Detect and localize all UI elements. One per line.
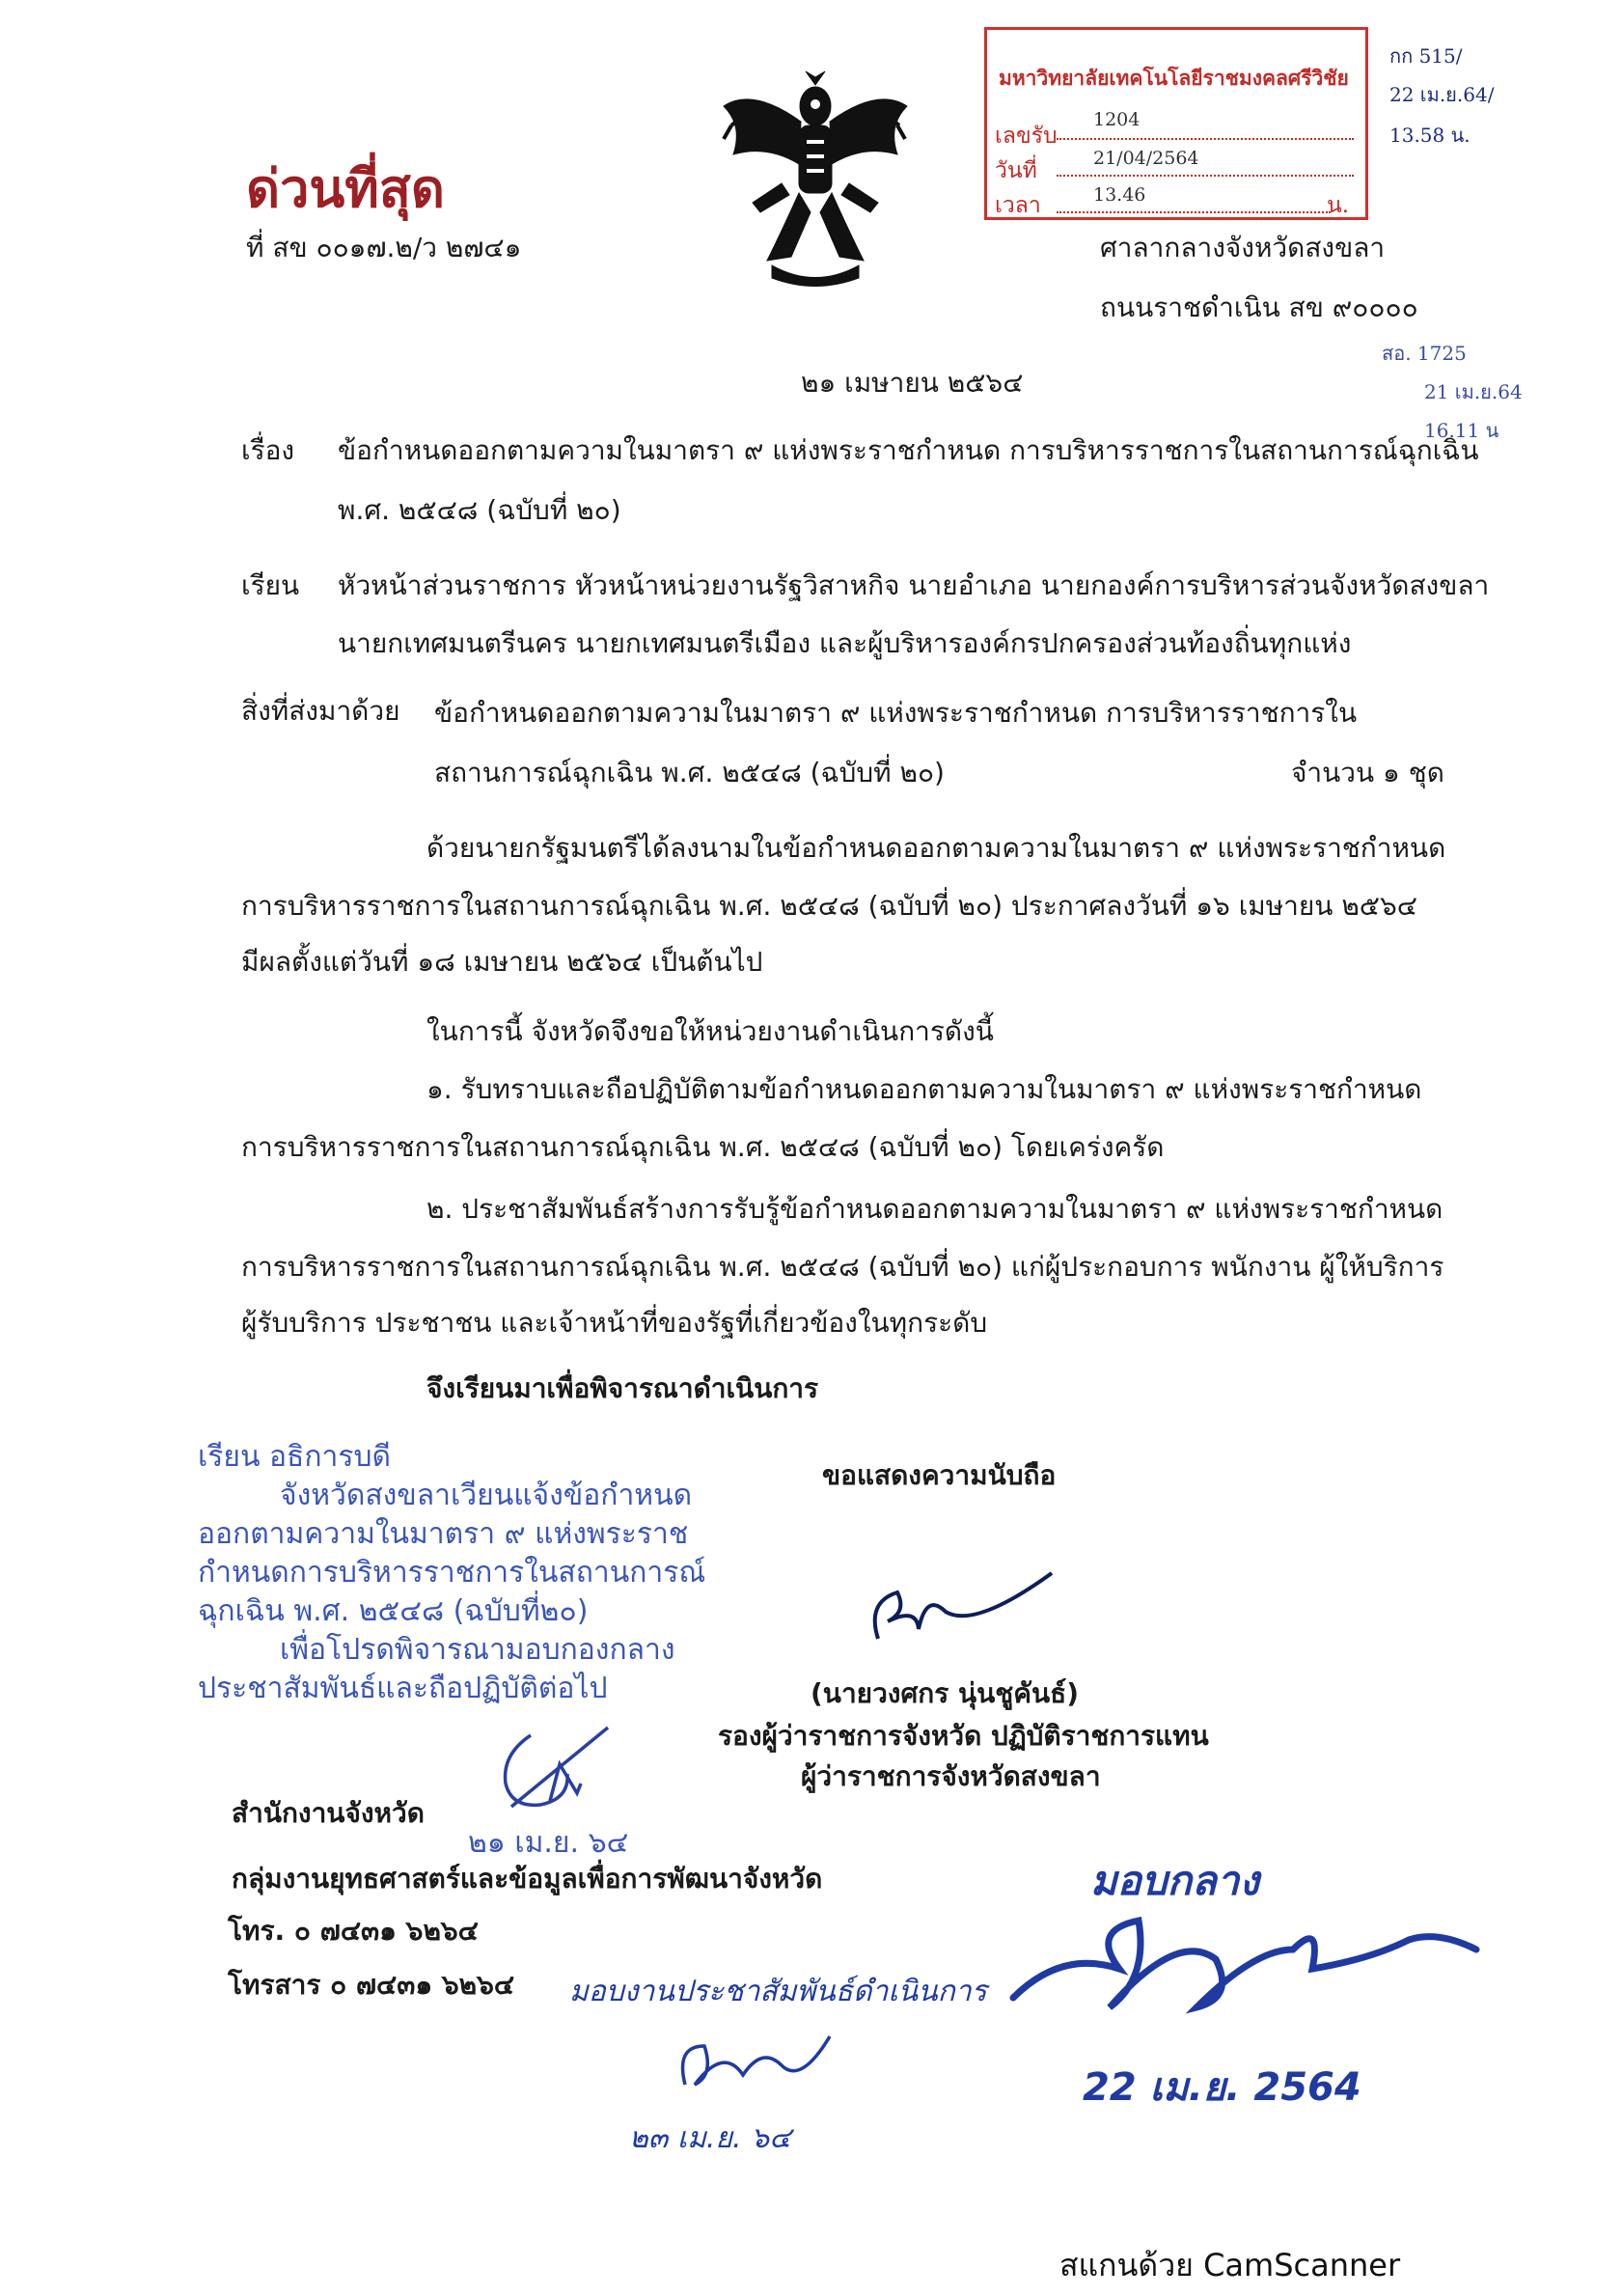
enclosure-line-2: สถานการณ์ฉุกเฉิน พ.ศ. ๒๕๔๘ (ฉบับที่ ๒๐) — [434, 757, 945, 788]
letter-date: ๒๑ เมษายน ๒๕๖๔ — [801, 367, 1024, 399]
official-signature-icon — [859, 1554, 1061, 1660]
receipt-recv-no-label: เลขรับ — [995, 124, 1058, 149]
handwritten-signature-icon — [1003, 1892, 1486, 2036]
memo-line-3: ออกตามความในมาตรา ๙ แห่งพระราช — [198, 1517, 689, 1551]
receipt-date-label: วันที่ — [995, 158, 1037, 183]
bottom-signature-icon — [666, 2017, 839, 2104]
handwriting-assign: มอบกลาง — [1090, 1857, 1259, 1904]
memo-line-6: เพื่อโปรดพิจารณามอบกองกลาง — [280, 1633, 675, 1667]
garuda-emblem-icon — [714, 68, 917, 290]
receipt-time-label: เวลา — [995, 193, 1041, 218]
handwriting-date-bottom: ๒๓ เม.ย. ๖๔ — [629, 2121, 791, 2155]
receipt-time: 13.46 — [1093, 184, 1146, 206]
handwriting-date-right: 22 เม.ย. 2564 — [1083, 2065, 1361, 2110]
contact-division: กลุ่มงานยุทธศาสตร์และข้อมูลเพื่อการพัฒนาจังหวัด — [232, 1863, 823, 1895]
side-note-top-3: 13.58 น. — [1389, 124, 1471, 147]
body-item1-line-2: การบริหารราชการในสถานการณ์ฉุกเฉิน พ.ศ. ๒๕๔๘ (ฉบับที่ ๒๐) โดยเคร่งครัด — [241, 1131, 1165, 1163]
doc-number: ที่ สข ๐๐๑๗.๒/ว ๒๗๔๑ — [246, 232, 522, 263]
receipt-line — [1057, 175, 1354, 177]
receipt-time-unit: น. — [1327, 193, 1350, 218]
address-line-1: ศาลากลางจังหวัดสงขลา — [1100, 232, 1386, 263]
to-label: เรียน — [241, 569, 300, 601]
body-p1-line-2: การบริหารราชการในสถานการณ์ฉุกเฉิน พ.ศ. ๒๕๔๘ (ฉบับที่ ๒๐) ประกาศลงวันที่ ๑๖ เมษายน ๒๕๖๔ — [241, 890, 1417, 922]
receipt-line — [1057, 138, 1354, 140]
contact-office: สำนักงานจังหวัด — [232, 1797, 425, 1829]
contact-tel: โทร. ๐ ๗๔๓๑ ๖๒๖๔ — [228, 1915, 479, 1947]
subject-label: เรื่อง — [241, 434, 295, 466]
camscanner-footer: สแกนด้วย CamScanner — [1059, 2247, 1401, 2283]
memo-line-5: ฉุกเฉิน พ.ศ. ๒๕๔๘ (ฉบับที่๒๐) — [198, 1594, 589, 1628]
to-line-2: นายกเทศมนตรีนคร นายกเทศมนตรีเมือง และผู้บริหารองค์กรปกครองส่วนท้องถิ่นทุกแห่ง — [338, 627, 1352, 659]
contact-fax: โทรสาร ๐ ๗๔๓๑ ๖๒๖๔ — [228, 1969, 515, 2001]
body-item2-line-1: ๒. ประชาสัมพันธ์สร้างการรับรู้ข้อกำหนดออกตามความในมาตรา ๙ แห่งพระราชกำหนด — [426, 1193, 1443, 1225]
receipt-date: 21/04/2564 — [1093, 148, 1199, 169]
side-note-mid-1: สอ. 1725 — [1382, 342, 1467, 365]
receipt-line — [1057, 211, 1331, 213]
signer-title-1: รองผู้ว่าราชการจังหวัด ปฏิบัติราชการแทน — [718, 1720, 1209, 1752]
memo-line-1: เรียน อธิการบดี — [198, 1440, 391, 1474]
body-item2-line-3: ผู้รับบริการ ประชาชน และเจ้าหน้าที่ของรัฐที่เกี่ยวข้องในทุกระดับ — [241, 1307, 988, 1339]
receipt-institution: มหาวิทยาลัยเทคโนโลยีราชมงคลศรีวิชัย — [999, 66, 1349, 90]
subject-line-2: พ.ศ. ๒๕๔๘ (ฉบับที่ ๒๐) — [338, 494, 621, 526]
address-line-2: ถนนราชดำเนิน สข ๙๐๐๐๐ — [1100, 291, 1418, 323]
memo-line-7: ประชาสัมพันธ์และถือปฏิบัติต่อไป — [198, 1672, 608, 1705]
body-item1-line-1: ๑. รับทราบและถือปฏิบัติตามข้อกำหนดออกตามความในมาตรา ๙ แห่งพระราชกำหนด — [426, 1073, 1422, 1105]
body-p1-line-1: ด้วยนายกรัฐมนตรีได้ลงนามในข้อกำหนดออกตามความในมาตรา ๙ แห่งพระราชกำหนด — [426, 832, 1446, 864]
side-note-mid-2: 21 เม.ย.64 — [1424, 380, 1523, 403]
enclosure-line-1: ข้อกำหนดออกตามความในมาตรา ๙ แห่งพระราชกำหนด การบริหารราชการใน — [434, 697, 1358, 729]
enclosure-quantity: จำนวน ๑ ชุด — [1291, 757, 1444, 788]
receipt-recv-no: 1204 — [1093, 109, 1141, 130]
side-note-top-2: 22 เม.ย.64/ — [1389, 83, 1495, 106]
memo-line-2: จังหวัดสงขลาเวียนแจ้งข้อกำหนด — [280, 1479, 693, 1512]
signer-name: (นายวงศกร นุ่นชูคันธ์) — [811, 1677, 1080, 1709]
memo-date: ๒๑ เม.ย. ๖๔ — [468, 1826, 629, 1860]
body-p2: ในการนี้ จังหวัดจึงขอให้หน่วยงานดำเนินการดังนี้ — [426, 1015, 994, 1047]
side-note-top-1: กก 515/ — [1389, 44, 1463, 68]
enclosure-label: สิ่งที่ส่งมาด้วย — [241, 695, 400, 727]
memo-signature-icon — [492, 1716, 618, 1822]
body-closing: จึงเรียนมาเพื่อพิจารณาดำเนินการ — [426, 1372, 819, 1404]
urgency-label: ด่วนที่สุด — [246, 158, 445, 219]
signer-title-2: ผู้ว่าราชการจังหวัดสงขลา — [801, 1760, 1101, 1792]
handwriting-assign-bottom: มอบงานประชาสัมพันธ์ดำเนินการ — [569, 1975, 987, 2008]
regards: ขอแสดงความนับถือ — [822, 1459, 1057, 1491]
subject-line-1: ข้อกำหนดออกตามความในมาตรา ๙ แห่งพระราชกำหนด การบริหารราชการในสถานการณ์ฉุกเฉิน — [338, 434, 1479, 466]
body-item2-line-2: การบริหารราชการในสถานการณ์ฉุกเฉิน พ.ศ. ๒๕๔๘ (ฉบับที่ ๒๐) แก่ผู้ประกอบการ พนักงาน ผู้ให้บริการ — [241, 1251, 1444, 1283]
to-line-1: หัวหน้าส่วนราชการ หัวหน้าหน่วยงานรัฐวิสาหกิจ นายอำเภอ นายกองค์การบริหารส่วนจังหวัดสงขลา — [338, 569, 1490, 601]
receipt-stamp — [984, 27, 1368, 220]
side-note-mid-3: 16.11 น — [1424, 419, 1499, 442]
body-p1-line-3: มีผลตั้งแต่วันที่ ๑๘ เมษายน ๒๕๖๔ เป็นต้นไป — [241, 946, 763, 978]
memo-line-4: กำหนดการบริหารราชการในสถานการณ์ — [198, 1556, 706, 1590]
